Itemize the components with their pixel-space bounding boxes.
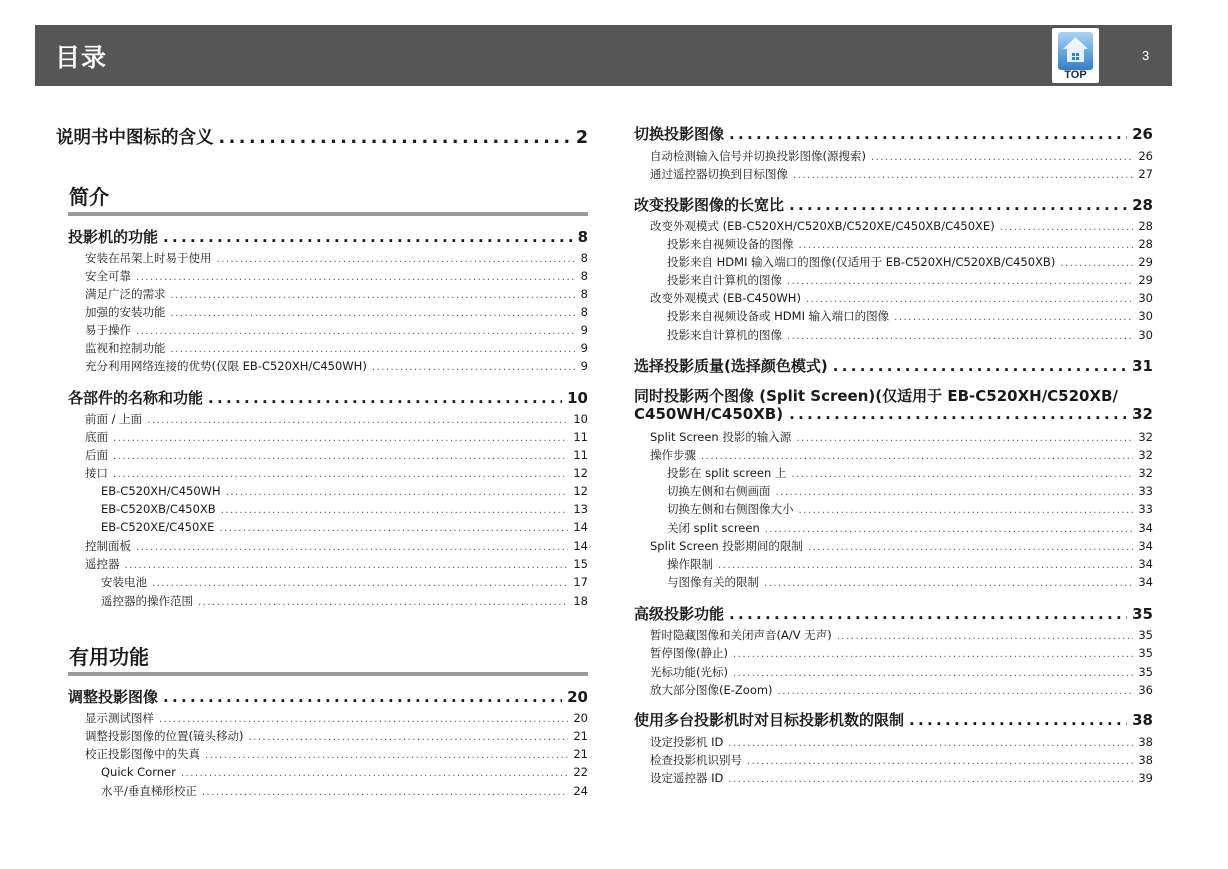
toc-entry-split-line1[interactable]: 同时投影两个图像 (Split Screen)(仅适用于 EB-C520XH/C520XB/ xyxy=(634,387,1118,405)
toc-subentry[interactable]: 暂时隐藏图像和关闭声音(A/V 无声) ..... 35 xyxy=(650,627,1153,643)
toc-subentry[interactable]: 后面 ..... 11 xyxy=(85,447,588,463)
top-label: TOP xyxy=(1064,69,1087,81)
toc-subentry[interactable]: Split Screen 投影期间的限制 ..... 34 xyxy=(650,538,1153,554)
toc-subentry[interactable]: 接口 ..... 12 xyxy=(85,465,588,481)
toc-subentry[interactable]: 加强的安装功能 ..... 8 xyxy=(85,304,588,320)
toc-subentry[interactable]: 通过遥控器切换到目标图像 ..... 27 xyxy=(650,166,1153,182)
toc-subentry[interactable]: 显示测试图样 ..... 20 xyxy=(85,710,588,726)
toc-subentry[interactable]: 安装在吊架上时易于使用 ..... 8 xyxy=(85,250,588,266)
toc-subentry[interactable]: 投影来自视频设备的图像 ..... 28 xyxy=(667,236,1153,252)
page-title: 目录 xyxy=(55,43,108,72)
toc-subentry[interactable]: 与图像有关的限制 ..... 34 xyxy=(667,574,1153,590)
toc-subentry[interactable]: EB-C520XH/C450WH ..... 12 xyxy=(101,484,588,498)
toc-entry-adjust[interactable]: 调整投影图像 ..... 20 xyxy=(68,686,588,707)
toc-subentry[interactable]: 控制面板 ..... 14 xyxy=(85,538,588,554)
toc-subentry[interactable]: 操作步骤 ..... 32 xyxy=(650,447,1153,463)
toc-subentry[interactable]: 满足广泛的需求 ..... 8 xyxy=(85,286,588,302)
top-button[interactable] xyxy=(1052,28,1099,83)
toc-subentry[interactable]: Split Screen 投影的输入源 ..... 32 xyxy=(650,429,1153,445)
toc-subentry[interactable]: 投影在 split screen 上 ..... 32 xyxy=(667,465,1153,481)
toc-subentry[interactable]: 检查投影机识别号 ..... 38 xyxy=(650,752,1153,768)
toc-subentry[interactable]: 关闭 split screen ..... 34 xyxy=(667,520,1153,536)
toc-subentry[interactable]: 操作限制 ..... 34 xyxy=(667,556,1153,572)
toc-subentry[interactable]: 切换左侧和右侧画面 ..... 33 xyxy=(667,483,1153,499)
toc-subentry[interactable]: 改变外观模式 (EB-C520XH/C520XB/C520XE/C450XB/C450XE) ..... 28 xyxy=(650,218,1153,234)
toc-entry-parts[interactable]: 各部件的名称和功能 ..... 10 xyxy=(68,387,588,408)
toc-subentry[interactable]: 充分利用网络连接的优势(仅限 EB-C520XH/C450WH) ..... 9 xyxy=(85,358,588,374)
toc-subentry[interactable]: 放大部分图像(E-Zoom) ..... 36 xyxy=(650,682,1153,698)
toc-subentry[interactable]: 易于操作 ..... 9 xyxy=(85,322,588,338)
section-introduction: 简介 xyxy=(68,176,588,216)
toc-entry-switch[interactable]: 切换投影图像 ..... 26 xyxy=(634,123,1153,144)
toc-entry-split-line2[interactable]: C450WH/C450XB) ..... 32 xyxy=(634,405,1153,423)
toc-subentry[interactable]: 切换左侧和右侧图像大小 ..... 33 xyxy=(667,501,1153,517)
toc-entry-quality[interactable]: 选择投影质量(选择颜色模式) ..... 31 xyxy=(634,355,1153,376)
toc-subentry[interactable]: 投影来自计算机的图像 ..... 29 xyxy=(667,272,1153,288)
toc-subentry[interactable]: 光标功能(光标) ..... 35 xyxy=(650,664,1153,680)
toc-entry-multi[interactable]: 使用多台投影机时对目标投影机数的限制 ..... 38 xyxy=(634,709,1153,730)
toc-subentry[interactable]: 前面 / 上面 ..... 10 xyxy=(85,411,588,427)
toc-subentry[interactable]: 水平/垂直梯形校正 ..... 24 xyxy=(101,783,588,799)
home-icon xyxy=(1057,31,1094,71)
toc-entry-advanced[interactable]: 高级投影功能 ..... 35 xyxy=(634,603,1153,624)
toc-subentry[interactable]: 投影来自视频设备或 HDMI 输入端口的图像 ..... 30 xyxy=(667,308,1153,324)
toc-subentry[interactable]: 遥控器的操作范围 ..... 18 xyxy=(101,593,588,609)
toc-subentry[interactable]: Quick Corner ..... 22 xyxy=(101,765,588,779)
toc-subentry[interactable]: 底面 ..... 11 xyxy=(85,429,588,445)
toc-entry-icons-meaning[interactable]: 说明书中图标的含义 ..... 2 xyxy=(56,124,588,149)
toc-subentry[interactable]: 设定投影机 ID ..... 38 xyxy=(650,734,1153,750)
toc-subentry[interactable]: 设定遥控器 ID ..... 39 xyxy=(650,770,1153,786)
toc-subentry[interactable]: 投影来自 HDMI 输入端口的图像(仅适用于 EB-C520XH/C520XB/C450XB) ..... 29 xyxy=(667,254,1153,270)
toc-subentry[interactable]: 监视和控制功能 ..... 9 xyxy=(85,340,588,356)
page-number: 3 xyxy=(1142,48,1150,63)
toc-subentry[interactable]: 校正投影图像中的失真 ..... 21 xyxy=(85,746,588,762)
toc-entry-features[interactable]: 投影机的功能 ..... 8 xyxy=(68,226,588,247)
toc-subentry[interactable]: 改变外观模式 (EB-C450WH) ..... 30 xyxy=(650,290,1153,306)
toc-subentry[interactable]: 调整投影图像的位置(镜头移动) ..... 21 xyxy=(85,728,588,744)
toc-subentry[interactable]: 自动检测输入信号并切换投影图像(源搜索) ..... 26 xyxy=(650,148,1153,164)
toc-subentry[interactable]: 投影来自计算机的图像 ..... 30 xyxy=(667,327,1153,343)
toc-subentry[interactable]: EB-C520XB/C450XB ..... 13 xyxy=(101,502,588,516)
toc-subentry[interactable]: EB-C520XE/C450XE ..... 14 xyxy=(101,520,588,534)
toc-subentry[interactable]: 安装电池 ..... 17 xyxy=(101,574,588,590)
toc-subentry[interactable]: 安全可靠 ..... 8 xyxy=(85,268,588,284)
toc-entry-aspect[interactable]: 改变投影图像的长宽比 ..... 28 xyxy=(634,194,1153,215)
toc-subentry[interactable]: 暂停图像(静止) ..... 35 xyxy=(650,645,1153,661)
page-header xyxy=(35,25,1172,86)
section-useful-functions: 有用功能 xyxy=(68,636,588,676)
toc-subentry[interactable]: 遥控器 ..... 15 xyxy=(85,556,588,572)
